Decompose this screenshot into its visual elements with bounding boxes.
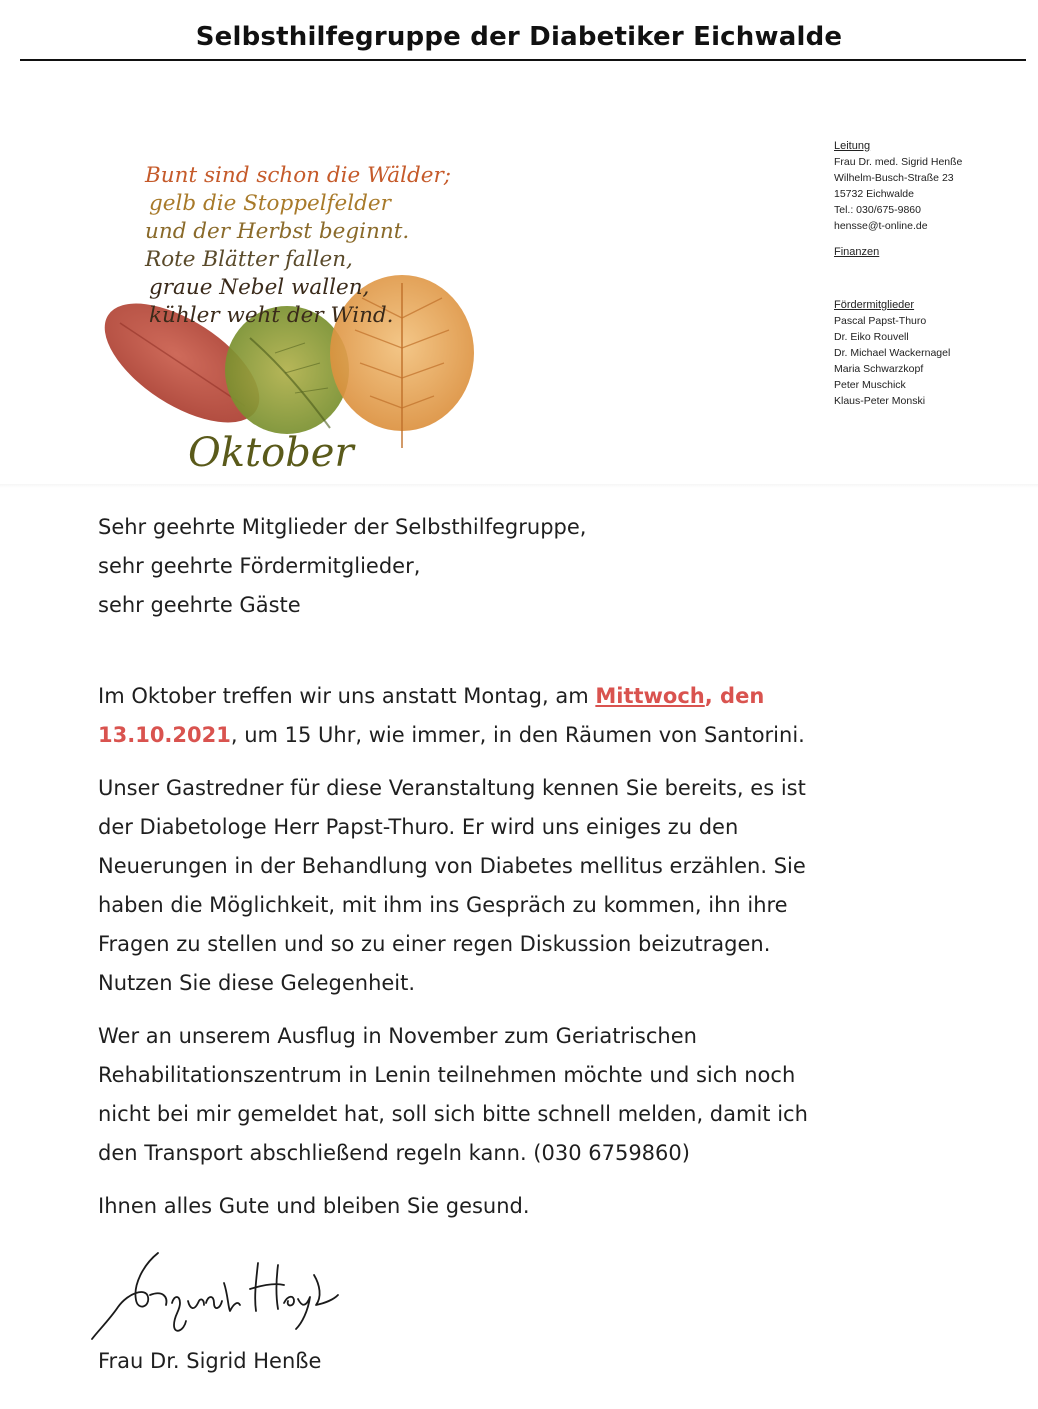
- excursion-line: nicht bei mir gemeldet hat, soll sich bitte schnell melden, damit ich: [98, 1102, 808, 1126]
- meeting-day: Mittwoch: [595, 684, 705, 708]
- closing-line: Ihnen alles Gute und bleiben Sie gesund.: [98, 1194, 530, 1218]
- foerder-member: Pascal Papst-Thuro: [834, 315, 927, 327]
- leitung-line: Tel.: 030/675-9860: [834, 204, 921, 216]
- foerder-heading: Fördermitglieder: [834, 299, 915, 311]
- foerder-member: Dr. Eiko Rouvell: [834, 331, 909, 343]
- autumn-artwork: [100, 148, 490, 488]
- signer-name: Frau Dr. Sigrid Henße: [98, 1349, 322, 1373]
- title-rule: [20, 59, 1026, 61]
- excursion-line: den Transport abschließend regeln kann. (030 6759860): [98, 1141, 690, 1165]
- speaker-line: der Diabetologe Herr Papst-Thuro. Er wird uns einiges zu den: [98, 815, 739, 839]
- foerder-member: Dr. Michael Wackernagel: [834, 347, 951, 359]
- salutation: [98, 508, 928, 625]
- orange-leaf: [330, 275, 474, 448]
- meeting-day-suffix: , den: [704, 684, 765, 708]
- salutation-line: sehr geehrte Fördermitglieder,: [98, 554, 421, 578]
- poem-line-6: kühler weht der Wind.: [149, 303, 394, 328]
- speaker-line: Fragen zu stellen und so zu einer regen Diskussion beizutragen.: [98, 932, 771, 956]
- handwritten-signature: [88, 1245, 358, 1345]
- poem-line-4: Rote Blätter fallen,: [145, 247, 353, 272]
- speaker-line: Neuerungen in der Behandlung von Diabetes mellitus erzählen. Sie: [98, 854, 806, 878]
- finanzen-heading: Finanzen: [834, 246, 880, 258]
- excursion-paragraph: [98, 1017, 928, 1173]
- meeting-paragraph: [98, 677, 928, 755]
- scan-edge: [0, 484, 1038, 488]
- letter-body: [98, 508, 928, 1226]
- poem-line-2: gelb die Stoppelfelder: [149, 191, 391, 216]
- speaker-line: Unser Gastredner für diese Veranstaltung kennen Sie bereits, es ist: [98, 776, 806, 800]
- speaker-paragraph: [98, 769, 928, 1003]
- poem-line-1: Bunt sind schon die Wälder;: [145, 163, 451, 188]
- speaker-line: Nutzen Sie diese Gelegenheit.: [98, 971, 416, 995]
- leitung-email: hensse@t-online.de: [834, 220, 928, 232]
- meeting-text: Im Oktober treffen wir uns anstatt Montag, am: [98, 684, 596, 708]
- salutation-line: sehr geehrte Gäste: [98, 593, 301, 617]
- page-title: Selbsthilfegruppe der Diabetiker Eichwalde: [195, 22, 843, 52]
- leitung-heading: Leitung: [834, 140, 871, 152]
- leitung-line: 15732 Eichwalde: [834, 188, 914, 200]
- salutation-line: Sehr geehrte Mitglieder der Selbsthilfegruppe,: [98, 515, 587, 539]
- poem-line-5: graue Nebel wallen,: [149, 275, 370, 300]
- contact-sidebar: [834, 138, 1034, 409]
- foerder-member: Peter Muschick: [834, 379, 906, 391]
- foerder-member: Maria Schwarzkopf: [834, 363, 924, 375]
- leitung-line: Frau Dr. med. Sigrid Henße: [834, 156, 963, 168]
- speaker-line: haben die Möglichkeit, mit ihm ins Gespräch zu kommen, ihn ihre: [98, 893, 788, 917]
- poem-line-3: und der Herbst beginnt.: [145, 219, 410, 244]
- month-label: Oktober: [188, 430, 354, 476]
- foerder-member: Klaus-Peter Monski: [834, 395, 926, 407]
- meeting-date: 13.10.2021: [98, 723, 231, 747]
- meeting-text-end: , um 15 Uhr, wie immer, in den Räumen von Santorini.: [230, 723, 805, 747]
- excursion-line: Wer an unserem Ausflug in November zum Geriatrischen: [98, 1024, 697, 1048]
- excursion-line: Rehabilitationszentrum in Lenin teilnehmen möchte und sich noch: [98, 1063, 796, 1087]
- leitung-line: Wilhelm-Busch-Straße 23: [834, 172, 954, 184]
